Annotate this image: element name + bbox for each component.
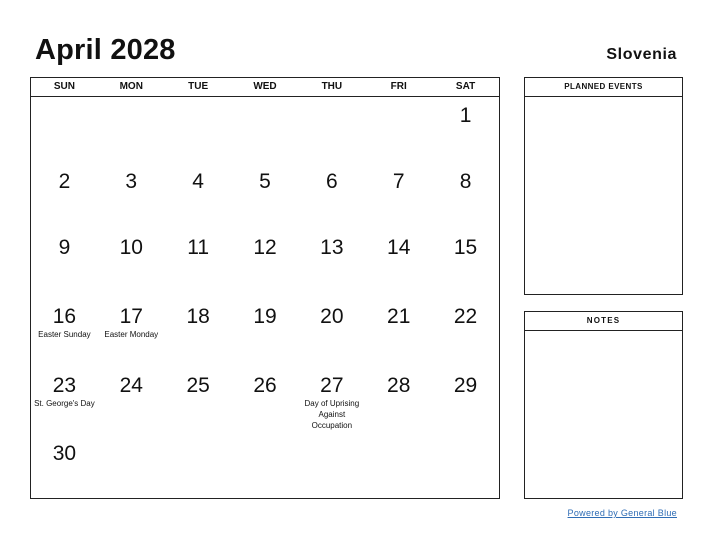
day-number: 3 bbox=[125, 170, 138, 193]
day-cell bbox=[432, 367, 499, 435]
day-cell bbox=[298, 163, 365, 229]
country-label: Slovenia bbox=[606, 46, 677, 63]
day-number: 23 bbox=[52, 374, 77, 397]
planned-events-heading: PLANNED EVENTS bbox=[525, 78, 682, 97]
day-number: 27 bbox=[320, 374, 344, 397]
day-cell bbox=[165, 298, 232, 367]
weekday-header bbox=[31, 78, 499, 97]
day-number: 20 bbox=[320, 305, 344, 328]
day-number: 7 bbox=[392, 170, 405, 193]
day-cell bbox=[432, 163, 499, 229]
notes-heading: NOTES bbox=[525, 312, 682, 331]
powered-by-link[interactable]: Powered by General Blue bbox=[567, 508, 677, 518]
day-cell bbox=[232, 229, 299, 298]
weekday-label: SUN bbox=[53, 81, 75, 92]
day-cell bbox=[432, 97, 499, 163]
day-number: 12 bbox=[253, 236, 277, 259]
day-cell bbox=[365, 298, 432, 367]
day-number: 2 bbox=[58, 170, 71, 193]
day-cell bbox=[232, 97, 299, 163]
day-cell bbox=[432, 298, 499, 367]
day-cell bbox=[365, 435, 432, 500]
weekday-label: SAT bbox=[455, 81, 476, 92]
day-cell bbox=[232, 367, 299, 435]
day-cell bbox=[432, 435, 499, 500]
day-cell bbox=[232, 163, 299, 229]
weekday-label: THU bbox=[321, 81, 343, 92]
day-cell bbox=[365, 163, 432, 229]
day-number: 30 bbox=[52, 442, 77, 465]
day-number: 19 bbox=[253, 305, 277, 328]
day-number: 16 bbox=[52, 305, 77, 328]
day-number: 28 bbox=[387, 374, 411, 397]
day-cell bbox=[232, 298, 299, 367]
day-cell bbox=[31, 435, 98, 500]
day-number: 26 bbox=[253, 374, 277, 397]
day-number: 13 bbox=[320, 236, 344, 259]
day-number: 1 bbox=[459, 104, 472, 127]
day-cell bbox=[165, 229, 232, 298]
day-number: 15 bbox=[453, 236, 478, 259]
day-cell bbox=[31, 97, 98, 163]
day-cell bbox=[165, 435, 232, 500]
day-cell bbox=[31, 163, 98, 229]
day-number: 18 bbox=[186, 305, 210, 328]
day-cell bbox=[298, 435, 365, 500]
calendar-body bbox=[31, 97, 499, 500]
day-cell bbox=[365, 97, 432, 163]
weekday-label: TUE bbox=[188, 81, 209, 92]
day-cell bbox=[31, 367, 98, 435]
day-cell bbox=[365, 367, 432, 435]
day-number: 17 bbox=[119, 305, 143, 328]
day-cell bbox=[98, 229, 165, 298]
weekday-label: MON bbox=[119, 81, 143, 92]
weekday-label: FRI bbox=[390, 81, 407, 92]
day-number: 6 bbox=[326, 170, 338, 193]
day-cell bbox=[365, 229, 432, 298]
day-cell bbox=[298, 298, 365, 367]
day-number: 10 bbox=[119, 236, 143, 259]
day-cell bbox=[98, 435, 165, 500]
day-number: 14 bbox=[387, 236, 411, 259]
day-cell bbox=[298, 367, 365, 435]
day-cell bbox=[98, 97, 165, 163]
holiday-label: Easter Monday bbox=[104, 330, 159, 339]
page-title: April 2028 bbox=[35, 34, 176, 66]
day-cell bbox=[165, 367, 232, 435]
day-cell bbox=[298, 97, 365, 163]
holiday-label: Easter Sunday bbox=[38, 330, 91, 339]
day-number: 8 bbox=[459, 170, 472, 193]
day-number: 11 bbox=[187, 236, 210, 259]
day-number: 24 bbox=[119, 374, 143, 397]
day-cell bbox=[98, 367, 165, 435]
day-number: 22 bbox=[453, 305, 478, 328]
day-cell bbox=[165, 163, 232, 229]
day-cell bbox=[232, 435, 299, 500]
day-number: 5 bbox=[259, 170, 271, 193]
day-number: 25 bbox=[186, 374, 210, 397]
calendar-grid bbox=[30, 77, 500, 499]
day-cell bbox=[98, 163, 165, 229]
day-number: 4 bbox=[192, 170, 204, 193]
notes-panel bbox=[524, 311, 683, 499]
planned-events-panel bbox=[524, 77, 683, 295]
holiday-label: St. George's Day bbox=[34, 399, 95, 408]
day-cell bbox=[31, 229, 98, 298]
day-cell bbox=[165, 97, 232, 163]
day-cell bbox=[31, 298, 98, 367]
day-cell bbox=[298, 229, 365, 298]
day-cell bbox=[432, 229, 499, 298]
day-number: 29 bbox=[453, 374, 478, 397]
day-number: 21 bbox=[387, 305, 411, 328]
day-cell bbox=[98, 298, 165, 367]
weekday-label: WED bbox=[253, 81, 277, 92]
day-number: 9 bbox=[58, 236, 71, 259]
holiday-label: Day of Uprising Against Occupation bbox=[304, 399, 360, 430]
